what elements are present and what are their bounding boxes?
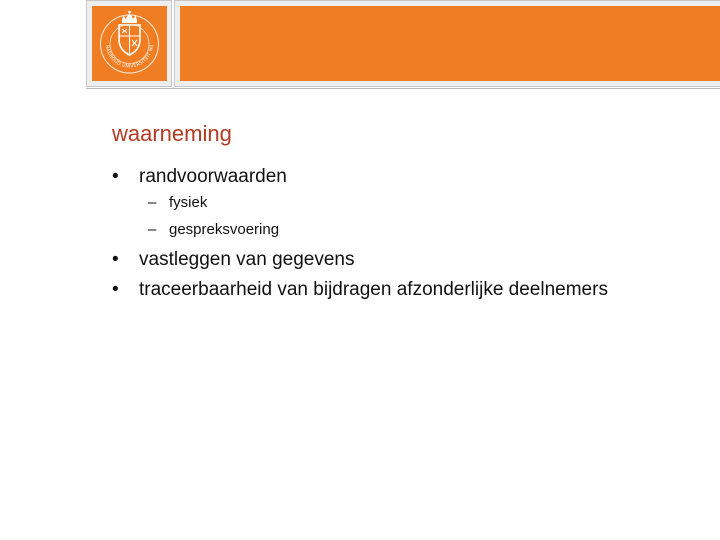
slide-title: waarneming — [112, 121, 232, 146]
dash-icon: – — [148, 194, 157, 211]
sub-bullet-label: gespreksvoering — [169, 221, 280, 238]
dash-icon: – — [148, 221, 157, 238]
bullet-label: randvoorwaarden — [139, 166, 287, 187]
bullet-icon: • — [112, 166, 119, 187]
sub-bullet-label: fysiek — [169, 194, 208, 211]
header-banner — [180, 6, 720, 81]
bullet-label: traceerbaarheid van bijdragen afzonderlijke deelnemers — [139, 279, 608, 300]
bullet-icon: • — [112, 279, 119, 300]
logo-frame — [86, 0, 172, 87]
bullet-icon: • — [112, 249, 119, 270]
header-banner-frame — [174, 0, 720, 87]
bullet-label: vastleggen van gegevens — [139, 249, 355, 270]
logo-panel — [92, 6, 167, 81]
svg-text:RADBOUD UNIVERSITEIT NIJMEGEN: RADBOUD UNIVERSITEIT NIJ — [103, 44, 156, 70]
university-seal-icon — [92, 6, 167, 81]
header-divider — [86, 88, 720, 89]
